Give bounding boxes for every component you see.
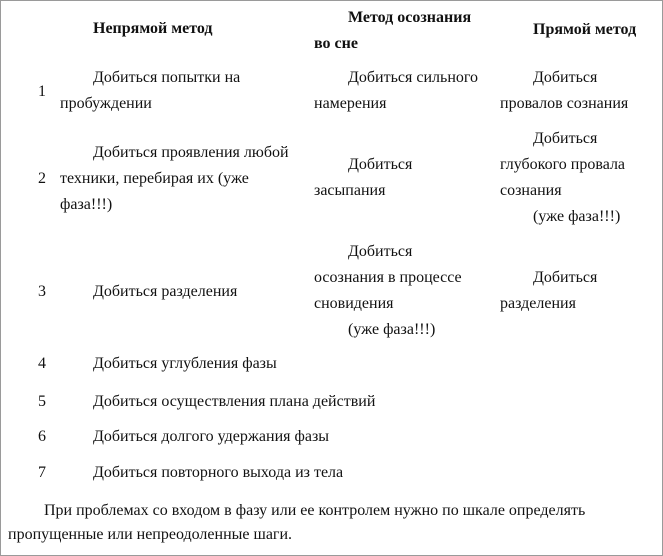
- row2-direct-line1: Добиться: [533, 130, 598, 147]
- row-number: 6: [38, 428, 46, 445]
- row3-direct-line2: разделения: [500, 295, 576, 312]
- row2-indirect-line1: Добиться проявления любой: [93, 144, 289, 161]
- header-indirect-method: Непрямой метод: [93, 20, 213, 37]
- row3-direct-line1: Добиться: [533, 269, 598, 286]
- row2-dream-line2: засыпания: [314, 182, 386, 199]
- row2-direct-line3: сознания: [500, 182, 562, 199]
- row-number: 7: [38, 464, 46, 481]
- row-number: 2: [38, 170, 46, 187]
- row2-direct-line2: глубокого провала: [500, 156, 626, 173]
- row3-dream-line2: осознания в процессе: [314, 269, 462, 286]
- row3-dream-line4: (уже фаза!!!): [348, 321, 436, 338]
- row7-indirect: Добиться повторного выхода из тела: [93, 464, 344, 481]
- footnote-line1: При проблемах со входом в фазу или ее контролем нужно по шкале определять: [44, 502, 586, 519]
- row-number: 5: [38, 393, 46, 410]
- row1-dream-line1: Добиться сильного: [348, 69, 479, 86]
- row5-indirect: Добиться осуществления плана действий: [93, 393, 376, 410]
- row2-indirect-line2: техники, перебирая их (уже: [60, 170, 249, 187]
- row1-indirect-line2: пробуждении: [60, 95, 152, 112]
- header-dream-method-line1: Метод осознания: [348, 9, 472, 26]
- row1-dream-line2: намерения: [314, 95, 387, 112]
- row1-indirect-line1: Добиться попытки на: [93, 69, 241, 86]
- footnote-line2: пропущенные или непреодоленные шаги.: [8, 526, 293, 543]
- row4-indirect: Добиться углубления фазы: [93, 355, 277, 372]
- row2-dream-line1: Добиться: [348, 156, 413, 173]
- row-number: 1: [38, 83, 46, 100]
- row2-direct-line4: (уже фаза!!!): [533, 208, 621, 225]
- row3-indirect-line1: Добиться разделения: [93, 283, 238, 300]
- header-direct-method: Прямой метод: [533, 21, 637, 38]
- header-dream-method-line2: во сне: [314, 35, 358, 52]
- row1-direct-line2: провалов сознания: [500, 95, 629, 112]
- row-number: 3: [38, 283, 46, 300]
- row2-indirect-line3: фаза!!!): [60, 196, 113, 213]
- row3-dream-line3: сновидения: [314, 295, 394, 312]
- row1-direct-line1: Добиться: [533, 69, 598, 86]
- row3-dream-line1: Добиться: [348, 243, 413, 260]
- row6-indirect: Добиться долгого удержания фазы: [93, 428, 330, 445]
- row-number: 4: [38, 355, 46, 372]
